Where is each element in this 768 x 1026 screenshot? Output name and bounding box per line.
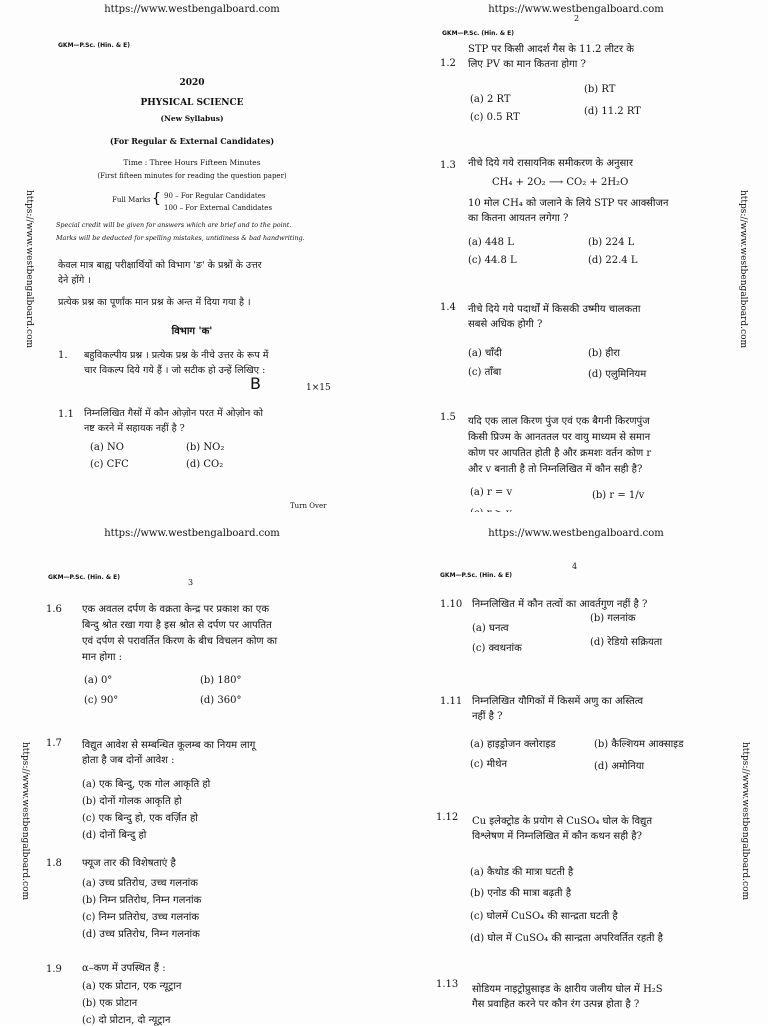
question-number: 1.6: [46, 604, 62, 615]
question-text: [472, 982, 663, 1012]
side-url: https://www.westbengalboard.com: [24, 190, 34, 349]
option-d: (d) 11.2 RT: [584, 106, 641, 117]
question-line: कोण पर आपतित होती है और क्रमशः वर्तन कोण r: [468, 448, 652, 459]
paper-code: GKM—P.Sc. (Hin. & E): [440, 572, 512, 579]
question-line: मान होगा :: [82, 652, 122, 663]
instruction-marks: प्रत्येक प्रश्न का पूर्णांक मान प्रश्न के अन्त में दिया गया है ।: [58, 297, 251, 308]
option-b: (b) 224 L: [588, 237, 635, 248]
full-marks-label: Full Marks: [112, 196, 151, 204]
option-d: (d) अमोनिया: [594, 761, 645, 772]
page-url: https://www.westbengalboard.com: [104, 528, 280, 539]
option-b: (b) NO₂: [186, 442, 225, 453]
page-3: [0, 512, 384, 1024]
question-line: लिए PV का मान कितना होगा ?: [468, 59, 586, 70]
question-text: [468, 414, 651, 478]
section-heading: विभाग 'क': [171, 326, 213, 337]
question-number: 1.4: [440, 302, 456, 313]
reading-time: (First fifteen minutes for reading the question paper): [97, 172, 287, 180]
question-line: Cu इलेक्ट्रोड के प्रयोग से CuSO₄ घोल के विद्युत: [472, 816, 653, 827]
question-line: बिन्दु श्रोत रखा गया है इस श्रोत से दर्पण पर आपतित: [82, 620, 272, 631]
question-line: विद्युत आवेश से सम्बन्धित कूलम्ब का नियम लागू: [82, 740, 256, 751]
question-line: STP पर किसी आदर्श गैस के 11.2 लीटर के: [468, 44, 634, 55]
option-b: (b) 180°: [200, 675, 242, 686]
question-number: 1.11: [440, 696, 463, 707]
page-number: 2: [574, 14, 580, 23]
marks-regular: 90 – For Regular Candidates: [164, 192, 266, 200]
side-url: https://www.westbengalboard.com: [740, 742, 750, 901]
option-c: (c) ताँबा: [468, 367, 502, 378]
question-line: सबसे अधिक होगी ?: [468, 319, 543, 330]
question-number: 1.9: [46, 964, 62, 975]
question-number: 1.10: [440, 599, 463, 610]
paper-code: GKM—P.Sc. (Hin. & E): [58, 42, 130, 49]
question-text: [84, 406, 263, 436]
question-line: गैस प्रवाहित करने पर कौन रंग उत्पन्न होता है ?: [472, 999, 640, 1010]
page-url: https://www.westbengalboard.com: [104, 4, 280, 15]
page-url: https://www.westbengalboard.com: [488, 4, 664, 15]
option-a: (a) कैथोड की मात्रा घटती है: [470, 867, 574, 878]
question-line: एक अवतल दर्पण के वक्रता केन्द्र पर प्रकाश का एक: [82, 604, 270, 615]
option-c: (c) क्वथनांक: [472, 643, 522, 654]
page-url: https://www.westbengalboard.com: [488, 528, 664, 539]
option-d: (d) एलुमिनियम: [588, 369, 647, 380]
question-line: यदि एक लाल किरण पुंज एवं एक बैगनी किरणपुंज: [468, 416, 650, 427]
time-label: Time : Three Hours Fifteen Minutes: [123, 158, 261, 167]
question-number: 1.1: [58, 409, 74, 420]
question-number: 1.3: [440, 160, 456, 171]
option-c: (c) 44.8 L: [468, 255, 517, 266]
question-line: किसी प्रिज्म के आनततल पर वायु माध्यम से समान: [468, 432, 651, 443]
question-text: [82, 738, 255, 768]
option-a: (a) उच्च प्रतिरोध, उच्च गलनांक: [82, 878, 198, 889]
option-c: (c) 0.5 RT: [470, 112, 520, 123]
syllabus-label: (New Syllabus): [160, 114, 224, 123]
option-c: (c) 90°: [84, 695, 119, 706]
note-spelling: Marks will be deducted for spelling mistakes, untidiness & bad handwriting.: [56, 234, 305, 242]
instruction-line: देने होंगे ।: [58, 275, 91, 286]
option-b: (b) हीरा: [588, 348, 620, 359]
question-text: α–कण में उपस्थित हैं :: [82, 963, 166, 974]
page-4: [384, 512, 768, 1024]
option-d: (d) रेडियो सक्रियता: [590, 637, 663, 648]
option-c: (c) दो प्रोटान, दो न्यूट्रान: [82, 1015, 171, 1026]
question-number: 1.: [58, 350, 68, 361]
question-line: विश्लेषण में निम्नलिखित में कौन कथन सही है?: [472, 831, 642, 842]
question-line: 10 मोल CH₄ को जलाने के लिये STP पर आक्सीजन: [468, 198, 669, 209]
question-line: नष्ट करने में सहायक नहीं है ?: [84, 423, 185, 434]
question-text: [468, 42, 634, 72]
chemical-equation: CH₄ + 2O₂ ⟶ CO₂ + 2H₂O: [492, 177, 629, 188]
option-d: (d) 22.4 L: [588, 255, 638, 266]
option-c: (c) घोलमें CuSO₄ की सान्द्रता घटती है: [470, 911, 618, 922]
question-number: 1.5: [440, 412, 456, 423]
option-b: (b) RT: [584, 84, 616, 95]
option-a: (a) चाँदी: [468, 348, 502, 359]
candidates-label: (For Regular & External Candidates): [109, 136, 275, 146]
question-number: 1.7: [46, 738, 62, 749]
question-line: बहुविकल्पीय प्रश्न । प्रत्येक प्रश्न के नीचे उत्तर के रूप में: [84, 350, 269, 361]
question-line: चार विकल्प दिये गये हैं । जो सटीक हो उन्हें लिखिए :: [84, 365, 266, 376]
option-a: (a) एक प्रोटान, एक न्यूट्रान: [82, 981, 182, 992]
note-brief: Special credit will be given for answers which are brief and to the point.: [56, 221, 292, 229]
option-d: (d) 360°: [200, 695, 242, 706]
option-d: (d) घोल में CuSO₄ की सान्द्रता अपरिवर्तित रहती है: [470, 933, 663, 944]
instruction-external: [58, 258, 262, 288]
option-b: (b) एनोड की मात्रा बढ़ती है: [470, 888, 572, 899]
option-b: (b) r = 1/v: [592, 490, 645, 501]
side-url: https://www.westbengalboard.com: [738, 190, 748, 349]
question-text: [84, 348, 268, 378]
question-line: निम्नलिखित गैसों में कौन ओज़ोन परत में ओज़ोन को: [84, 408, 263, 419]
side-url: https://www.westbengalboard.com: [20, 742, 30, 901]
option-b: (b) दोनों गोलक आकृति हो: [82, 796, 182, 807]
question-line: एवं दर्पण से परावर्तित किरण के बीच विचलन कोण का: [82, 636, 278, 647]
option-c: (c) निम्न प्रतिरोध, उच्च गलनांक: [82, 912, 199, 923]
question-text: फ्यूज तार की विशेषताएं है: [82, 858, 176, 869]
question-number: 1.13: [436, 979, 459, 990]
option-c: (c) CFC: [90, 459, 129, 470]
question-text: [468, 302, 640, 332]
question-line: और v बनाती है तो निम्नलिखित में कौन सही है?: [468, 464, 643, 475]
question-line: का कितना आयतन लगेगा ?: [468, 213, 569, 224]
question-text: [468, 196, 668, 226]
question-line: सोडियम नाइट्रोप्रुसाइड के क्षारीय जलीय घोल में H₂S: [472, 984, 663, 995]
option-b: (b) एक प्रोटान: [82, 998, 138, 1009]
exam-year: 2020: [179, 78, 205, 88]
question-number: 1.2: [440, 58, 456, 69]
question-line: नीचे दिये गये पदार्थों में किसकी उष्मीय चालकता: [468, 304, 641, 315]
page-number: 4: [572, 562, 578, 571]
option-a: (a) 2 RT: [470, 94, 511, 105]
option-a: (a) NO: [90, 442, 124, 453]
question-line: निम्नलिखित यौगिकों में किसमें अणु का अस्तित्व: [472, 696, 644, 707]
page-1: [0, 0, 384, 512]
brace: {: [152, 191, 161, 207]
option-d: (d) CO₂: [186, 459, 224, 470]
option-b: (b) कैल्शियम आक्साइड: [594, 739, 684, 750]
instruction-line: केवल मात्र बाह्य परीक्षार्थियों को विभाग 'ङ' के प्रश्नों के उत्तर: [58, 260, 262, 271]
subject-title: PHYSICAL SCIENCE: [140, 98, 244, 108]
marks-external: 100 – For External Candidates: [164, 204, 273, 212]
question-marks: 1×15: [306, 383, 331, 393]
page-2: [384, 0, 768, 512]
option-a: (a) r = v: [470, 487, 513, 498]
turn-over: Turn Over: [290, 502, 327, 510]
question-text: नीचे दिये गये रासायनिक समीकरण के अनुसार: [468, 158, 633, 169]
page-number: 3: [188, 578, 194, 587]
option-b: (b) गलनांक: [590, 613, 636, 624]
paper-code: GKM—P.Sc. (Hin. & E): [442, 30, 514, 37]
option-d: (d) दोनों बिन्दु हो: [82, 830, 147, 841]
question-line: होता है जब दोनों आवेश :: [82, 755, 175, 766]
option-d: (d) उच्च प्रतिरोध, निम्न गलनांक: [82, 929, 200, 940]
option-b: (b) निम्न प्रतिरोध, निम्न गलनांक: [82, 895, 202, 906]
question-number: 1.8: [46, 858, 62, 869]
handwritten-mark: B: [250, 374, 261, 393]
option-a: (a) एक बिन्दु, एक गोल आकृति हो: [82, 779, 211, 790]
option-a: (a) 448 L: [468, 237, 514, 248]
question-number: 1.12: [436, 812, 459, 823]
option-a: (a) घनत्व: [472, 623, 509, 634]
option-a: (a) 0°: [84, 675, 113, 686]
question-text: [472, 814, 652, 844]
question-line: नहीं है ?: [472, 711, 503, 722]
option-c: (c) एक बिन्दु हो, एक वर्ज़ित हो: [82, 813, 198, 824]
question-text: [82, 602, 277, 666]
question-text: निम्नलिखित में कौन तत्वों का आवर्तगुण नहीं है ?: [472, 599, 648, 610]
question-text: [472, 694, 643, 724]
option-c: (c) मीथेन: [470, 759, 508, 770]
option-a: (a) हाइड्रोजन क्लोराइड: [470, 739, 556, 750]
paper-code: GKM—P.Sc. (Hin. & E): [48, 574, 120, 581]
